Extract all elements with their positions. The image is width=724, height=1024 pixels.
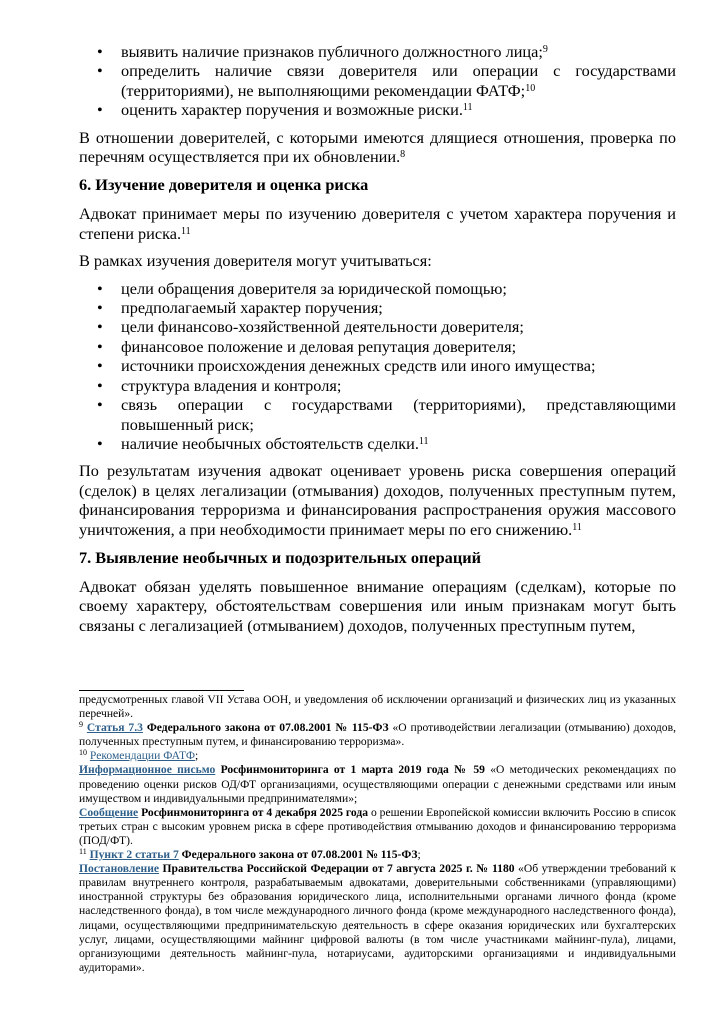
list-item (79, 317, 676, 336)
list-item-text: оценить характер поручения и возможные риски. (121, 100, 463, 120)
footnote-ref[interactable]: 9 (542, 44, 548, 55)
list-item-text: предполагаемый характер поручения; (121, 298, 383, 318)
footnote-bold: Росфинмониторинга от 1 марта 2019 года № 59 (220, 763, 485, 777)
list-item (79, 61, 676, 100)
paragraph: Адвокат обязан уделять повышенное внимание операциям (сделкам), которые по своему характеру, обстоятельствам совершения или иным признакам могут быть связаны с легализацией (отмыванием) доходов, полученных преступным путем, (79, 576, 676, 635)
footnote-ref[interactable]: 11 (181, 225, 191, 237)
footnotes (79, 693, 676, 975)
list-item-text: выявить наличие признаков публичного должностного лица; (121, 42, 543, 61)
bullet-icon: • (97, 61, 103, 81)
footnote-ref[interactable]: 11 (572, 521, 582, 533)
footnote-ref[interactable]: 11 (418, 435, 429, 447)
footnote-ref[interactable]: 10 (525, 82, 536, 94)
list-item (79, 100, 676, 119)
footnote-text: «О методических рекомендациях по проведению оценки рисков ОД/ФТ организациями, осуществляющими операции с денежными средствами или иным имуществом и индивидуальными предпринимателями»; (79, 763, 676, 805)
bullet-icon: • (97, 356, 103, 376)
bullet-icon: • (97, 42, 103, 61)
footnote-link[interactable]: Статья 7.3 (86, 721, 143, 735)
list-item (79, 356, 676, 375)
list-item-text: цели финансово-хозяйственной деятельности доверителя; (121, 317, 524, 337)
list-item-text: финансовое положение и деловая репутация доверителя; (121, 336, 517, 356)
document-page (79, 42, 676, 635)
footnote-text: «О противодействии легализации (отмыванию) доходов, полученных преступным путем, и финансированию терроризма». (79, 721, 676, 749)
footnote-separator (79, 690, 244, 691)
footnote-10 (79, 749, 676, 763)
paragraph: В рамках изучения доверителя могут учитываться: (79, 251, 432, 271)
list-item-text: цели обращения доверителя за юридической помощью; (121, 278, 507, 298)
list-item (79, 434, 676, 453)
paragraph (79, 128, 676, 167)
bullet-icon: • (97, 317, 103, 337)
footnote-10-item (79, 806, 676, 848)
list-item-text: связь операции с государствами (территориями), представляющими повышенный риск; (121, 395, 676, 434)
paragraph-text: В отношении доверителей, с которыми имеются длящиеся отношения, проверка по перечням осуществляется при их обновлении. (79, 127, 676, 167)
list-item-text: источники происхождения денежных средств или иного имущества; (121, 356, 596, 376)
bullet-icon: • (97, 298, 103, 318)
footnote-bold: Правительства Российской Федерации от 7 августа 2025 г. № 1180 (162, 862, 515, 876)
footnote-9 (79, 721, 676, 749)
footnote-ref[interactable]: 11 (462, 102, 473, 114)
footnote-continuation: предусмотренных главой VII Устава ООН, и уведомления об исключении организаций и физических лиц из указанных перечней». (79, 693, 676, 721)
section-heading: 6. Изучение доверителя и оценка риска (79, 175, 369, 195)
footnote-link[interactable]: Пункт 2 статьи 7 (89, 848, 179, 862)
footnote-11 (79, 848, 676, 862)
footnote-link[interactable]: Сообщение (79, 805, 139, 819)
bullet-icon: • (97, 100, 103, 120)
list-item (79, 337, 676, 356)
footnote-number: 9 (79, 720, 83, 730)
list-item (79, 376, 676, 395)
paragraph-text: Адвокат принимает меры по изучению доверителя с учетом характера поручения и степени риска. (79, 204, 676, 243)
footnote-11-item (79, 862, 676, 975)
footnote-link[interactable]: Информационное письмо (79, 763, 216, 777)
footnote-bold: Росфинмониторинга от 4 декабря 2025 года (141, 805, 369, 819)
paragraph-text: По результатам изучения адвокат оценивает уровень риска совершения операций (сделок) в целях легализации (отмывания) доходов, полученных преступным путем, финансирования терроризма и финансирования распространения оружия массового уничтожения, а при необходимости принимает меры по его снижению. (79, 461, 676, 539)
footnote-text: о решении Европейской комиссии включить Россию в список третьих стран с высоким уровнем риска в сфере противодействия отмыванию доходов и финансированию терроризма (ПОД/ФТ). (79, 805, 677, 847)
bullet-icon: • (97, 336, 103, 356)
list-item (79, 42, 676, 61)
bullet-icon: • (97, 375, 103, 395)
list-item-text: наличие необычных обстоятельств сделки. (121, 433, 419, 453)
footnote-text: «Об утверждении требований к правилам внутреннего контроля, разрабатываемым адвокатами, доверительными собственниками (управляющими) иностранной структуры без образования юридического лица, исполнительными органами личного фонда (кроме наследственного фонда), в том числе международного личного фонда (кроме международного наследственного фонда), лицами, осуществляющими предпринимательскую деятельность в сфере оказания юридических или бухгалтерских услуг, лицами, осуществляющими майнинг цифровой валюты (в том числе участниками майнинг-пула), лицами, организующими деятельность майнинг-пула, нотариусами, аудиторскими организациями и индивидуальными аудиторами». (79, 862, 676, 974)
paragraph (79, 461, 676, 539)
pre-bullet-list (79, 42, 676, 120)
paragraph (79, 204, 676, 243)
footnote-number: 11 (79, 847, 87, 857)
bullet-icon: • (97, 433, 103, 453)
footnote-bold: Федерального закона от 07.08.2001 № 115-ФЗ (181, 848, 418, 862)
footnote-text: ; (194, 749, 199, 763)
list-item-text: определить наличие связи доверителя или операции с государствами (территориями), не выполняющими рекомендации ФАТФ; (121, 61, 676, 100)
list-item (79, 279, 676, 298)
footnote-10-item (79, 763, 676, 805)
footnote-ref[interactable]: 8 (400, 149, 406, 161)
bullet-icon: • (97, 395, 103, 415)
footnote-bold: Федерального закона от 07.08.2001 № 115-ФЗ (146, 721, 389, 735)
section-heading: 7. Выявление необычных и подозрительных операций (79, 547, 481, 567)
criteria-bullet-list (79, 279, 676, 454)
footnote-text: ; (417, 848, 421, 862)
footnote-number: 10 (79, 748, 87, 758)
bullet-icon: • (97, 278, 103, 298)
footnote-link[interactable]: Рекомендации ФАТФ (89, 749, 195, 763)
list-item (79, 395, 676, 434)
list-item-text: структура владения и контроля; (121, 375, 342, 395)
footnote-link[interactable]: Постановление (79, 862, 160, 876)
list-item (79, 298, 676, 317)
